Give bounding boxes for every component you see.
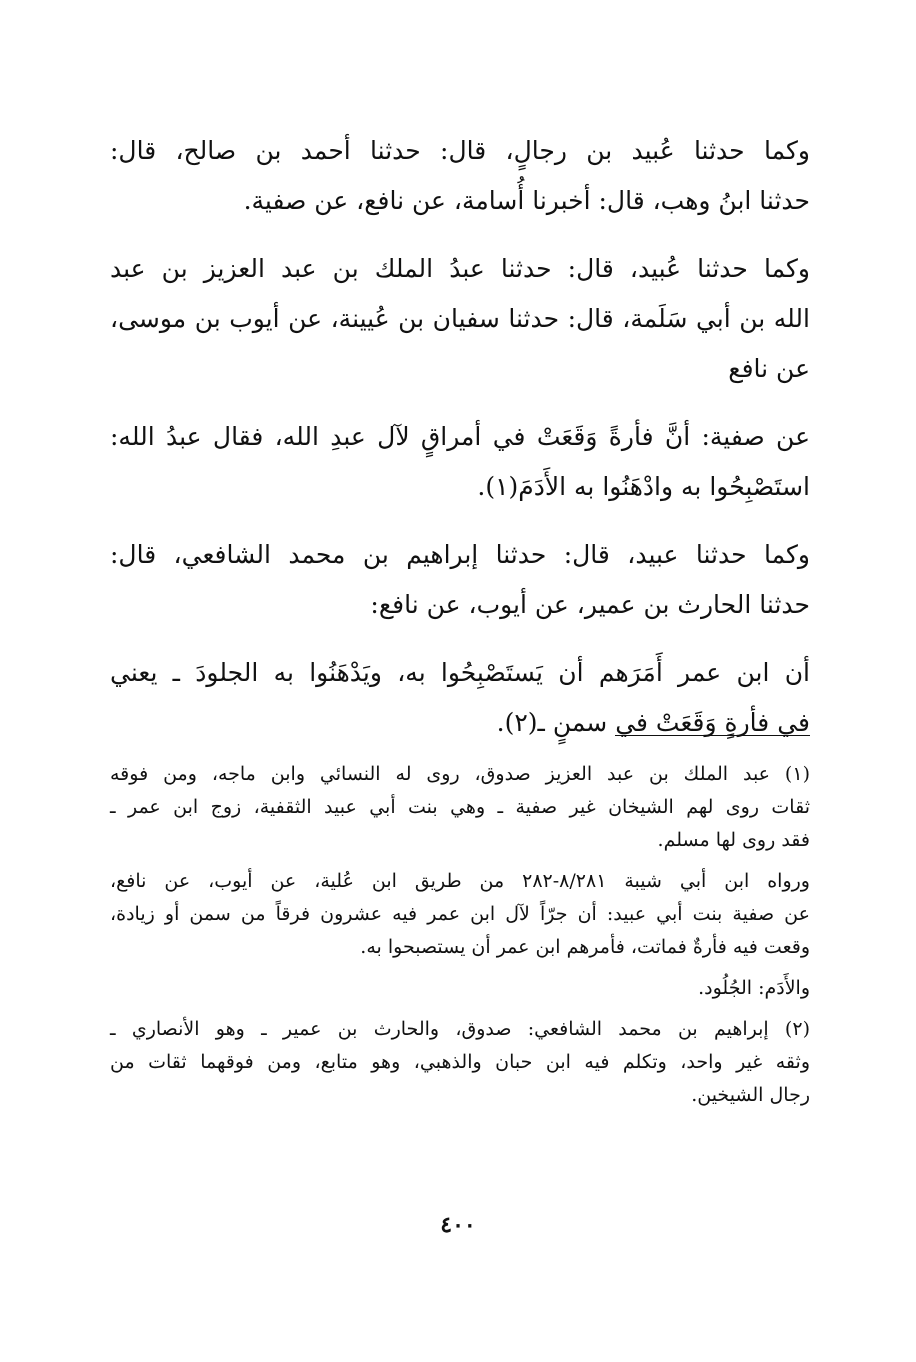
paragraph-2	[110, 244, 810, 394]
footnote-divider	[615, 735, 810, 736]
footnote-line: وقعت فيه فأرةٌ فماتت، فأمرهم ابن عمر أن يستصبحوا به.	[360, 936, 810, 958]
text-line: أن ابن عمر أَمَرَهم أن يَستَصْبِحُوا به، ويَدْهَنُوا به الجلودَ ـ يعني	[110, 658, 810, 687]
footnote-line: رجال الشيخين.	[691, 1084, 810, 1106]
footnote-line: والأَدَم: الجُلُود.	[698, 977, 810, 999]
footnote-line: فقد روى لها مسلم.	[657, 829, 810, 851]
footnote-line: (١) عبد الملك بن عبد العزيز صدوق، روى له النسائي وابن ماجه، ومن فوقه	[110, 763, 810, 785]
footnote-1-gloss	[110, 972, 810, 1005]
footnotes	[110, 758, 810, 1120]
paragraph-3	[110, 412, 810, 512]
footnote-2	[110, 1013, 810, 1112]
paragraph-4	[110, 530, 810, 630]
text-line: وكما حدثنا عبيد، قال: حدثنا إبراهيم بن محمد الشافعي، قال:	[110, 540, 810, 569]
footnote-1	[110, 758, 810, 857]
footnote-line: عن صفية بنت أبي عبيد: أن جرّاً لآل ابن عمر فيه عشرون فرقاً من سمن أو زيادة،	[110, 903, 810, 925]
text-line: استَصْبِحُوا به وادْهَنُوا به الأَدَمَ(١).	[477, 472, 810, 501]
text-line: عن نافع	[728, 354, 810, 383]
page-number: ٤٠٠	[440, 1212, 476, 1238]
text-line: وكما حدثنا عُبيد بن رجالٍ، قال: حدثنا أحمد بن صالح، قال:	[110, 136, 810, 165]
footnote-1-continued	[110, 865, 810, 964]
paragraph-5	[110, 648, 810, 748]
footnote-line: ورواه ابن أبي شيبة ٨/٢٨١-٢٨٢ من طريق ابن عُلية، عن أيوب، عن نافع،	[110, 870, 810, 892]
paragraph-1	[110, 126, 810, 226]
text-line: الله بن أبي سَلَمة، قال: حدثنا سفيان بن عُيينة، عن أيوب بن موسى،	[110, 304, 810, 333]
footnote-line: ثقات روى لهم الشيخان غير صفية ـ وهي بنت أبي عبيد الثقفية، زوج ابن عمر ـ	[110, 796, 810, 818]
text-line: وكما حدثنا عُبيد، قال: حدثنا عبدُ الملك بن عبد العزيز بن عبد	[110, 254, 810, 283]
footnote-line: وثقه غير واحد، وتكلم فيه ابن حبان والذهبي، وهو متابع، ومن فوقهما ثقات من	[110, 1051, 810, 1073]
text-line: عن صفية: أنَّ فأرةً وَقَعَتْ في أمراقٍ لآل عبدِ الله، فقال عبدُ الله:	[110, 422, 810, 451]
text-line: حدثنا ابنُ وهب، قال: أخبرنا أُسامة، عن نافع، عن صفية.	[243, 186, 810, 215]
text-line: في فأرةٍ وَقَعَتْ في سمنٍ ـ(٢).	[496, 708, 810, 737]
text-line: حدثنا الحارث بن عمير، عن أيوب، عن نافع:	[370, 590, 810, 619]
main-text	[110, 126, 810, 766]
footnote-line: (٢) إبراهيم بن محمد الشافعي: صدوق، والحارث بن عمير ـ وهو الأنصاري ـ	[110, 1018, 810, 1040]
